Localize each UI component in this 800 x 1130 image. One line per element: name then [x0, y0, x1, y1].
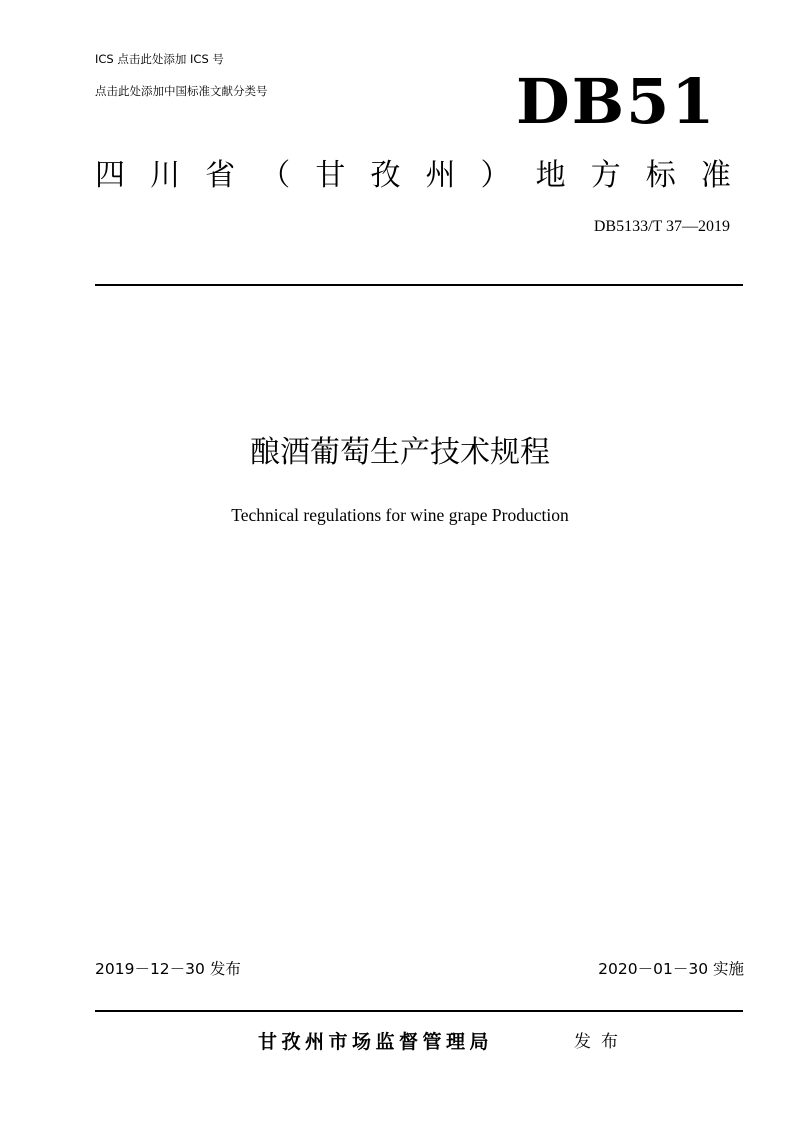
standard-type-char: 地	[535, 158, 566, 193]
document-title-chinese: 酿酒葡萄生产技术规程	[250, 435, 550, 470]
standard-type-char: 方	[590, 158, 621, 193]
ics-number-placeholder[interactable]: ICS 点击此处添加 ICS 号	[95, 52, 224, 66]
db-standard-mark: DB51	[516, 65, 717, 138]
implementation-date: 2020－01－30 实施	[598, 960, 744, 978]
standard-type-char: 孜	[370, 158, 401, 193]
issue-date: 2019－12－30 发布	[95, 960, 241, 978]
standard-type-char: 省	[205, 158, 236, 193]
standard-type-char: 甘	[315, 158, 346, 193]
standard-number: DB5133/T 37—2019	[593, 218, 730, 235]
bottom-divider	[95, 1010, 743, 1012]
standard-type-char: ）	[480, 158, 511, 193]
ccs-classification-placeholder[interactable]: 点击此处添加中国标准文献分类号	[95, 84, 268, 98]
standard-type-char: 州	[425, 158, 456, 193]
standard-type-char: 标	[645, 158, 676, 193]
document-title-english: Technical regulations for wine grape Production	[231, 505, 569, 525]
standard-type-char: 四	[95, 158, 125, 193]
standard-type-heading	[95, 151, 731, 201]
top-divider	[95, 284, 743, 286]
standard-type-char: 准	[700, 158, 731, 193]
standard-type-char: 川	[150, 158, 181, 193]
issuing-label: 发布	[574, 1032, 628, 1052]
standard-type-char: （	[260, 158, 291, 193]
issuing-authority: 甘孜州市场监督管理局	[258, 1031, 494, 1053]
